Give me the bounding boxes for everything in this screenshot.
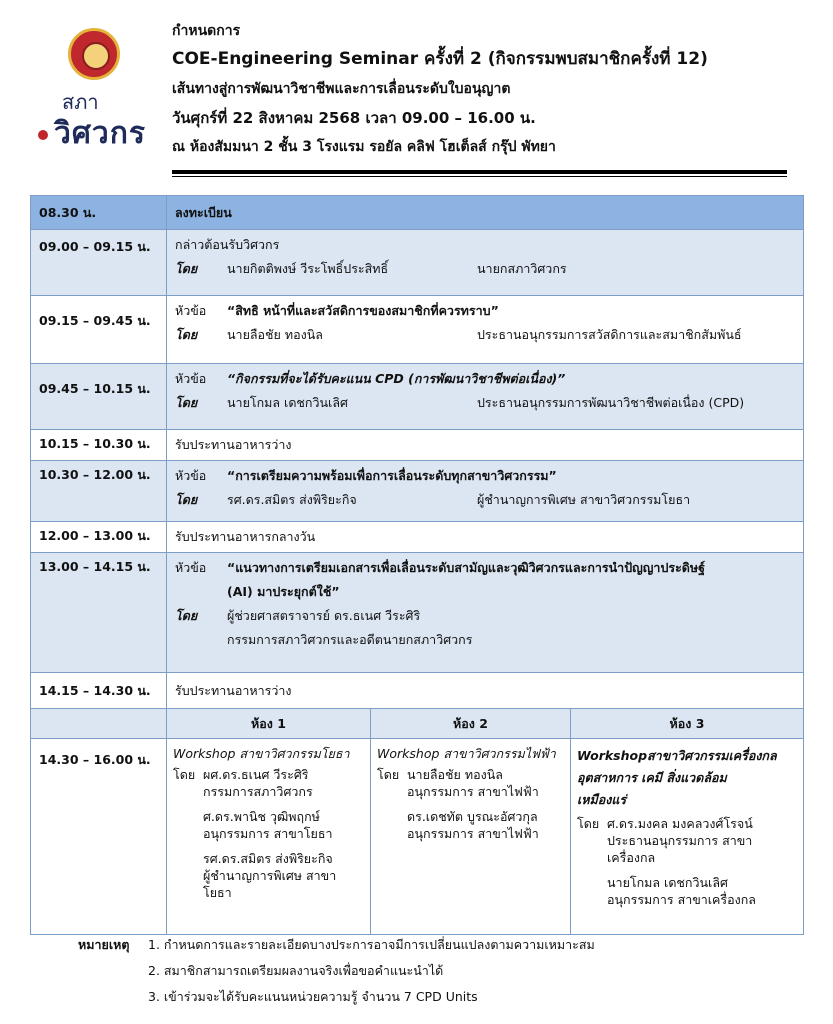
logo-main-label: วิศวกร	[54, 116, 147, 151]
speaker-name: รศ.ดร.สมิตร ส่งพิริยะกิจ	[227, 492, 357, 507]
workshop-title-line: อุตสาหการ เคมี สิ่งแวดล้อม	[577, 770, 727, 785]
logo-text-top: สภา	[62, 90, 99, 114]
speaker-name: นายลือชัย ทองนิล	[227, 327, 323, 342]
speaker-name: ผศ.ดร.ธเนศ วีระศิริ	[203, 767, 309, 782]
table-row	[31, 461, 804, 522]
topic-label: หัวข้อ	[175, 468, 207, 483]
time-cell: 08.30 น.	[31, 196, 167, 230]
time-cell: 10.30 – 12.00 น.	[31, 461, 167, 522]
speaker-position: ผู้ชำนาญการพิเศษ สาขาวิศวกรรมโยธา	[477, 492, 691, 507]
content-cell	[167, 230, 804, 296]
speaker-position: ประธานอนุกรรมการพัฒนาวิชาชีพต่อเนื่อง (CPD)	[477, 395, 745, 410]
workshop-title	[577, 745, 797, 811]
table-row	[31, 522, 804, 553]
content-cell	[167, 461, 804, 522]
table-row	[31, 553, 804, 673]
topic-title: “แนวทางการเตรียมเอกสารเพื่อเลื่อนระดับสามัญและวุฒิวิศวกรและการนำปัญญาประดิษฐ์	[227, 560, 706, 575]
speaker-name: นายกิตติพงษ์ วีระโพธิ์ประสิทธิ์	[227, 261, 389, 276]
by-label: โดย	[577, 816, 600, 831]
speaker-name: ศ.ดร.พานิช วุฒิพฤกษ์	[203, 809, 320, 824]
topic-label: หัวข้อ	[175, 371, 207, 386]
speaker-position: อนุกรรมการ สาขาไฟฟ้า	[407, 826, 539, 841]
speaker-position: ผู้ชำนาญการพิเศษ สาขา	[203, 868, 337, 883]
coe-logo	[38, 28, 168, 151]
note-item: 2. สมาชิกสามารถเตรียมผลงานจริงเพื่อขอคำแนะนำได้	[148, 963, 444, 978]
room-3-header: ห้อง 3	[571, 709, 804, 739]
room-2-header: ห้อง 2	[371, 709, 571, 739]
table-row	[31, 230, 804, 296]
time-cell: 09.00 – 09.15 น.	[31, 230, 167, 296]
by-label: โดย	[175, 395, 198, 410]
time-cell: 10.15 – 10.30 น.	[31, 430, 167, 461]
logo-text-main	[38, 110, 146, 157]
logo-dot-icon	[38, 130, 48, 140]
note-item: 1. กำหนดการและรายละเอียดบางประการอาจมีการเปลี่ยนแปลงตามความเหมาะสม	[148, 937, 595, 952]
by-label: โดย	[377, 767, 400, 782]
time-cell: 14.15 – 14.30 น.	[31, 673, 167, 709]
speaker-position: ประธานอนุกรรมการ สาขาเครื่องกล	[607, 833, 753, 865]
seal-emblem	[68, 28, 120, 80]
time-cell: 09.45 – 10.15 น.	[31, 364, 167, 430]
workshop-room-1	[167, 739, 371, 935]
document-header	[172, 18, 792, 162]
workshop-title-line: เหมืองแร่	[577, 792, 627, 807]
time-cell: 09.15 – 09.45 น.	[31, 296, 167, 364]
topic-label: หัวข้อ	[175, 560, 207, 575]
table-row	[31, 709, 804, 739]
content-cell	[167, 296, 804, 364]
workshop-title: Workshop สาขาวิศวกรรมโยธา	[173, 746, 350, 761]
speaker-name: ดร.เดชทัต บูรณะอัศวกุล	[407, 809, 538, 824]
speaker-name: รศ.ดร.สมิตร ส่งพิริยะกิจ	[203, 851, 333, 866]
header-rule-thin	[172, 176, 787, 177]
speaker-name: นายโกมล เดชกวินเลิศ	[227, 395, 348, 410]
speaker-position: อนุกรรมการ สาขาเครื่องกล	[607, 892, 756, 907]
table-row	[31, 296, 804, 364]
header-subtitle: เส้นทางสู่การพัฒนาวิชาชีพและการเลื่อนระดับใบอนุญาต	[172, 81, 511, 97]
speaker-position: อนุกรรมการ สาขาโยธา	[203, 826, 333, 841]
speaker-position: อนุกรรมการ สาขาไฟฟ้า	[407, 784, 539, 799]
header-venue: ณ ห้องสัมมนา 2 ชั้น 3 โรงแรม รอยัล คลิฟ โฮเต็ลส์ กรุ๊ป พัทยา	[172, 139, 556, 155]
room-1-header: ห้อง 1	[167, 709, 371, 739]
workshop-title-line: Workshopสาขาวิศวกรรมเครื่องกล	[577, 748, 777, 763]
time-cell: 13.00 – 14.15 น.	[31, 553, 167, 673]
speaker-position: กรรมการสภาวิศวกรและอดีตนายกสภาวิศวกร	[227, 632, 473, 647]
speaker-position: กรรมการสภาวิศวกร	[203, 784, 313, 799]
table-row	[31, 430, 804, 461]
topic-title: “การเตรียมความพร้อมเพื่อการเลื่อนระดับทุกสาขาวิศวกรรม”	[227, 468, 557, 483]
header-title: COE-Engineering Seminar ครั้งที่ 2 (กิจกรรมพบสมาชิกครั้งที่ 12)	[172, 49, 708, 69]
empty-cell	[31, 709, 167, 739]
content-cell	[167, 364, 804, 430]
time-cell: 12.00 – 13.00 น.	[31, 522, 167, 553]
topic-title-cont: (AI) มาประยุกต์ใช้”	[227, 584, 340, 599]
content-cell: รับประทานอาหารว่าง	[167, 673, 804, 709]
speaker-position: นายกสภาวิศวกร	[477, 261, 567, 276]
table-row	[31, 673, 804, 709]
speaker-position: ประธานอนุกรรมการสวัสดิการและสมาชิกสัมพันธ์	[477, 327, 742, 342]
notes-heading: หมายเหตุ	[78, 937, 130, 952]
header-date: วันศุกร์ที่ 22 สิงหาคม 2568 เวลา 09.00 – 16.00 น.	[172, 109, 536, 127]
by-label: โดย	[175, 261, 198, 276]
table-row	[31, 364, 804, 430]
workshop-title: Workshop สาขาวิศวกรรมไฟฟ้า	[377, 746, 556, 761]
time-cell: 14.30 – 16.00 น.	[31, 739, 167, 935]
note-item: 3. เข้าร่วมจะได้รับคะแนนหน่วยความรู้ จำนวน 7 CPD Units	[148, 989, 478, 1004]
content-cell: รับประทานอาหารว่าง	[167, 430, 804, 461]
speaker-position-cont: โยธา	[203, 885, 232, 900]
by-label: โดย	[173, 767, 196, 782]
workshop-room-3	[571, 739, 804, 935]
by-label: โดย	[175, 608, 198, 623]
workshop-room-2	[371, 739, 571, 935]
content-cell: รับประทานอาหารกลางวัน	[167, 522, 804, 553]
topic-label: หัวข้อ	[175, 303, 207, 318]
session-text: กล่าวต้อนรับวิศวกร	[175, 237, 280, 252]
speaker-name: ผู้ช่วยศาสตราจารย์ ดร.ธเนศ วีระศิริ	[227, 608, 421, 623]
content-cell	[167, 553, 804, 673]
table-row	[31, 196, 804, 230]
notes-section	[78, 932, 595, 1010]
speaker-name: นายโกมล เดชกวินเลิศ	[607, 875, 728, 890]
speaker-name: ศ.ดร.มงคล มงคลวงศ์โรจน์	[607, 816, 753, 831]
topic-title: “สิทธิ หน้าที่และสวัสดิการของสมาชิกที่ควรทราบ”	[227, 303, 499, 318]
schedule-table	[30, 195, 804, 935]
speaker-name: นายลือชัย ทองนิล	[407, 767, 503, 782]
topic-title: “กิจกรรมที่จะได้รับคะแนน CPD (การพัฒนาวิชาชีพต่อเนื่อง)”	[227, 371, 566, 386]
by-label: โดย	[175, 327, 198, 342]
table-row	[31, 739, 804, 935]
content-cell: ลงทะเบียน	[167, 196, 804, 230]
header-line-1: กำหนดการ	[172, 23, 241, 39]
by-label: โดย	[175, 492, 198, 507]
header-rule	[172, 170, 787, 174]
